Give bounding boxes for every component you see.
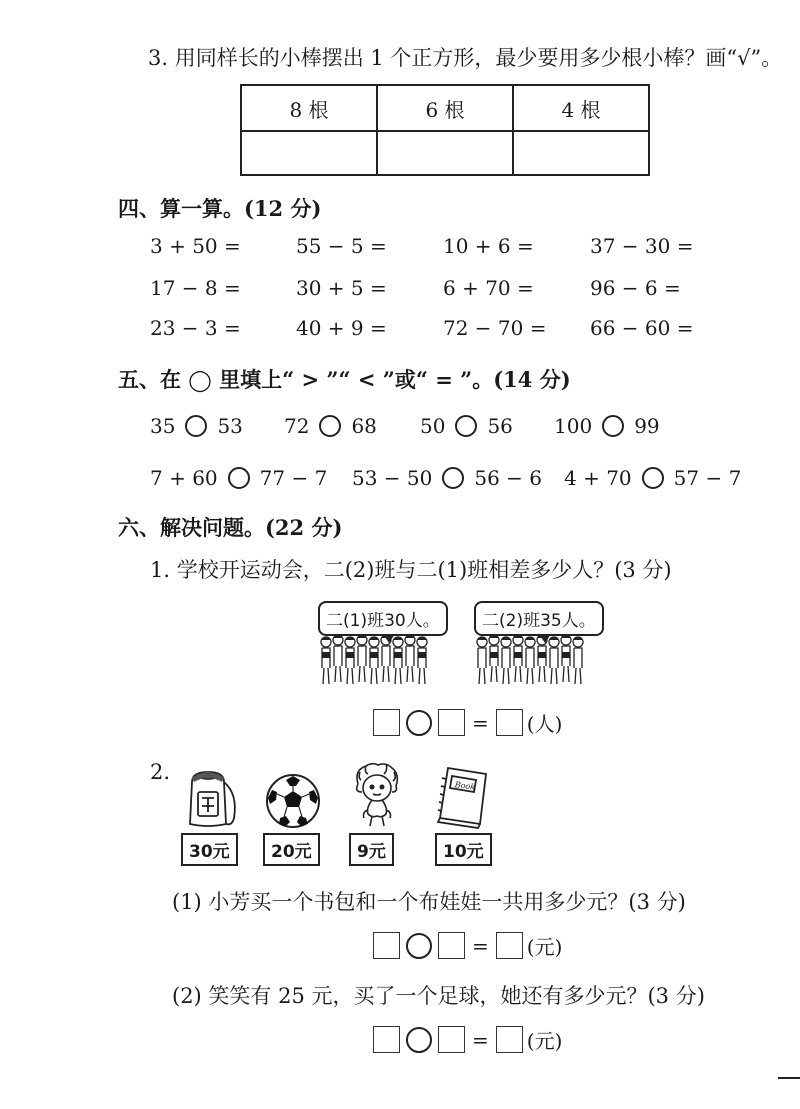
calc-problem: 96 − 6 = [590, 276, 681, 300]
option-6: 6 根 [377, 85, 513, 131]
book-icon [432, 764, 492, 830]
students-group-2-icon [474, 632, 592, 688]
compare-item: 100 99 [554, 414, 660, 438]
option-4: 4 根 [513, 85, 649, 131]
answer-cell-8[interactable] [241, 131, 377, 175]
compare-circle[interactable] [455, 415, 477, 437]
price-soccer-ball: 20元 [263, 833, 320, 866]
answer-box[interactable] [438, 1026, 465, 1053]
subq2-text: (2) 笑笑有 25 元，买了一个足球，她还有多少元？(3 分) [172, 984, 705, 1008]
sec5-heading: 五、在 ◯ 里填上“ > ”“ < ”或“ = ”。(14 分) [118, 367, 571, 392]
compare-circle[interactable] [228, 467, 250, 489]
calc-problem: 17 − 8 = [150, 276, 241, 300]
answer-cell-4[interactable] [513, 131, 649, 175]
answer-cell-6[interactable] [377, 131, 513, 175]
option-8: 8 根 [241, 85, 377, 131]
price-doll: 9元 [349, 833, 394, 866]
answer-box[interactable] [438, 709, 465, 736]
answer-box[interactable] [373, 1026, 400, 1053]
calc-problem: 6 + 70 = [443, 276, 534, 300]
calc-problem: 30 + 5 = [296, 276, 387, 300]
compare-circle[interactable] [642, 467, 664, 489]
answer-box[interactable] [438, 932, 465, 959]
page-edge-mark [778, 1077, 800, 1079]
answer-box[interactable] [373, 932, 400, 959]
stick-options-table [240, 84, 650, 176]
sec6-heading: 六、解决问题。(22 分) [118, 515, 343, 540]
doll-icon [352, 762, 402, 830]
sec4-heading: 四、算一算。(12 分) [118, 196, 322, 221]
calc-problem: 37 − 30 = [590, 234, 694, 258]
speech-bubble-class1: 二(1)班30人。 [318, 601, 448, 636]
compare-item: 4 + 70 57 − 7 [564, 466, 742, 490]
equation-problem1: = (人) [373, 708, 562, 737]
calc-problem: 40 + 9 = [296, 316, 387, 340]
problem2-number: 2. [150, 760, 171, 784]
compare-circle[interactable] [442, 467, 464, 489]
price-book: 10元 [435, 833, 492, 866]
problem1-text: 1. 学校开运动会，二(2)班与二(1)班相差多少人？(3 分) [150, 558, 672, 582]
compare-item: 72 68 [284, 414, 377, 438]
answer-box[interactable] [373, 709, 400, 736]
operator-circle[interactable] [406, 1027, 432, 1053]
equation-subq1: = (元) [373, 931, 562, 960]
calc-problem: 66 − 60 = [590, 316, 694, 340]
backpack-icon [182, 768, 242, 830]
equation-subq2: = (元) [373, 1025, 562, 1054]
compare-circle[interactable] [319, 415, 341, 437]
answer-box[interactable] [496, 932, 523, 959]
calc-problem: 10 + 6 = [443, 234, 534, 258]
book-label: Book [454, 780, 476, 792]
calc-problem: 23 − 3 = [150, 316, 241, 340]
compare-item: 35 53 [150, 414, 243, 438]
calc-problem: 72 − 70 = [443, 316, 547, 340]
compare-item: 50 56 [420, 414, 513, 438]
compare-circle[interactable] [602, 415, 624, 437]
answer-box[interactable] [496, 709, 523, 736]
compare-item: 7 + 60 77 − 7 [150, 466, 328, 490]
compare-circle[interactable] [185, 415, 207, 437]
soccer-ball-icon [264, 772, 322, 830]
operator-circle[interactable] [406, 710, 432, 736]
speech-bubble-class2: 二(2)班35人。 [474, 601, 604, 636]
calc-problem: 3 + 50 = [150, 234, 241, 258]
students-group-1-icon [318, 632, 436, 688]
compare-item: 53 − 50 56 − 6 [352, 466, 543, 490]
operator-circle[interactable] [406, 933, 432, 959]
subq1-text: (1) 小芳买一个书包和一个布娃娃一共用多少元？(3 分) [172, 890, 686, 914]
answer-box[interactable] [496, 1026, 523, 1053]
q3-text: 3. 用同样长的小棒摆出 1 个正方形，最少要用多少根小棒？画“√”。 [148, 46, 783, 70]
price-backpack: 30元 [181, 833, 238, 866]
calc-problem: 55 − 5 = [296, 234, 387, 258]
